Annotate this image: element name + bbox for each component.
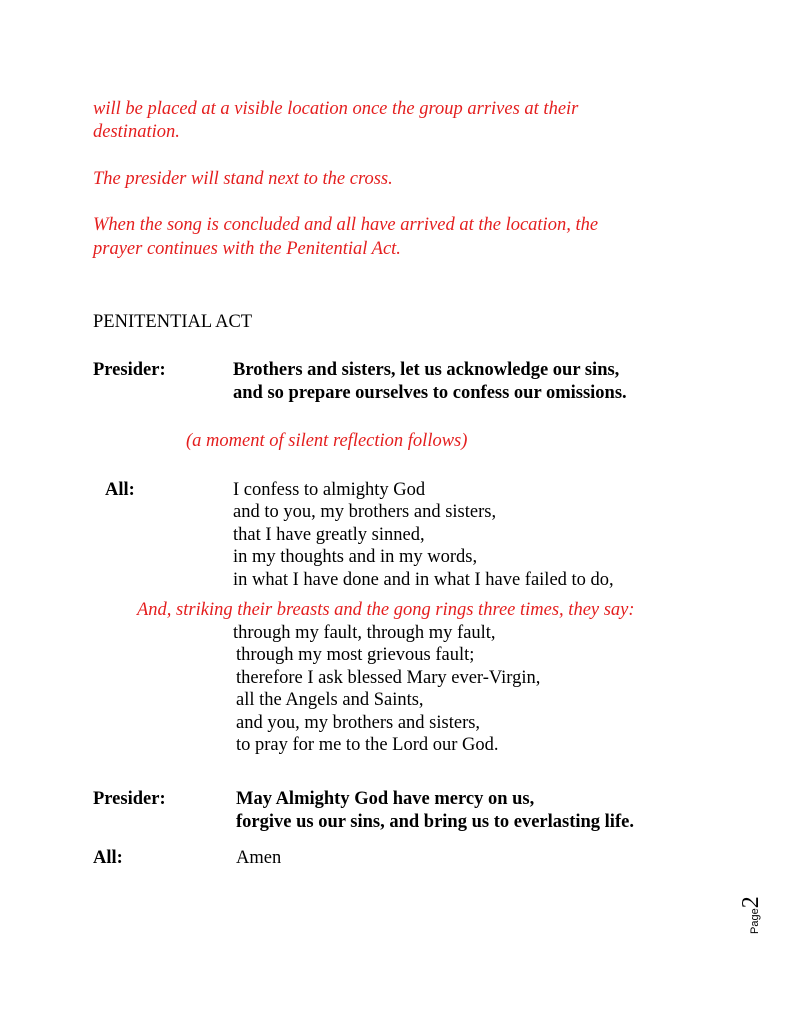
confiteor-line: through my fault, through my fault,: [233, 623, 496, 643]
presider-line-2: and so prepare ourselves to confess our omissions.: [233, 383, 627, 403]
intro-line-1: will be placed at a visible location once the group arrives at their: [93, 99, 579, 119]
intro-line-4: When the song is concluded and all have arrived at the location, the: [93, 215, 599, 235]
confiteor-line: all the Angels and Saints,: [236, 690, 424, 711]
confiteor-line: therefore I ask blessed Mary ever-Virgin,: [236, 667, 541, 688]
page-number-value: 2: [738, 896, 764, 909]
confiteor-line: I confess to almighty God: [233, 480, 426, 500]
absolution-line-1: May Almighty God have mercy on us,: [236, 789, 535, 809]
confiteor-line: to pray for me to the Lord our God.: [236, 735, 499, 756]
confiteor-line: through my most grievous fault;: [236, 645, 475, 666]
absolution-line-2: forgive us our sins, and bring us to everlasting life.: [236, 812, 634, 832]
speaker-all: All:: [105, 480, 135, 500]
intro-line-5: prayer continues with the Penitential Act.: [93, 239, 401, 259]
presider-line-1: Brothers and sisters, let us acknowledge our sins,: [233, 360, 620, 380]
confiteor-part-2: [233, 622, 540, 756]
intro-line-3: The presider will stand next to the cross.: [93, 169, 393, 189]
section-title: PENITENTIAL ACT: [93, 312, 253, 332]
confiteor-line: that I have greatly sinned,: [233, 524, 425, 545]
page-number: [738, 874, 791, 934]
rubric-silent-reflection: (a moment of silent reflection follows): [186, 431, 468, 451]
speaker-all-2: All:: [93, 848, 123, 868]
rubric-strike-breast: And, striking their breasts and the gong rings three times, they say:: [137, 600, 635, 620]
confiteor-line: in my thoughts and in my words,: [233, 547, 478, 568]
confiteor-part-1: [233, 479, 614, 591]
page-number-label: Page: [749, 908, 761, 934]
confiteor-line: in what I have done and in what I have failed to do,: [233, 569, 614, 590]
speaker-presider: Presider:: [93, 360, 166, 380]
amen-response: Amen: [236, 848, 282, 868]
confiteor-line: and to you, my brothers and sisters,: [233, 502, 497, 523]
intro-line-2: destination.: [93, 122, 180, 142]
speaker-presider-2: Presider:: [93, 789, 166, 809]
confiteor-line: and you, my brothers and sisters,: [236, 712, 481, 733]
